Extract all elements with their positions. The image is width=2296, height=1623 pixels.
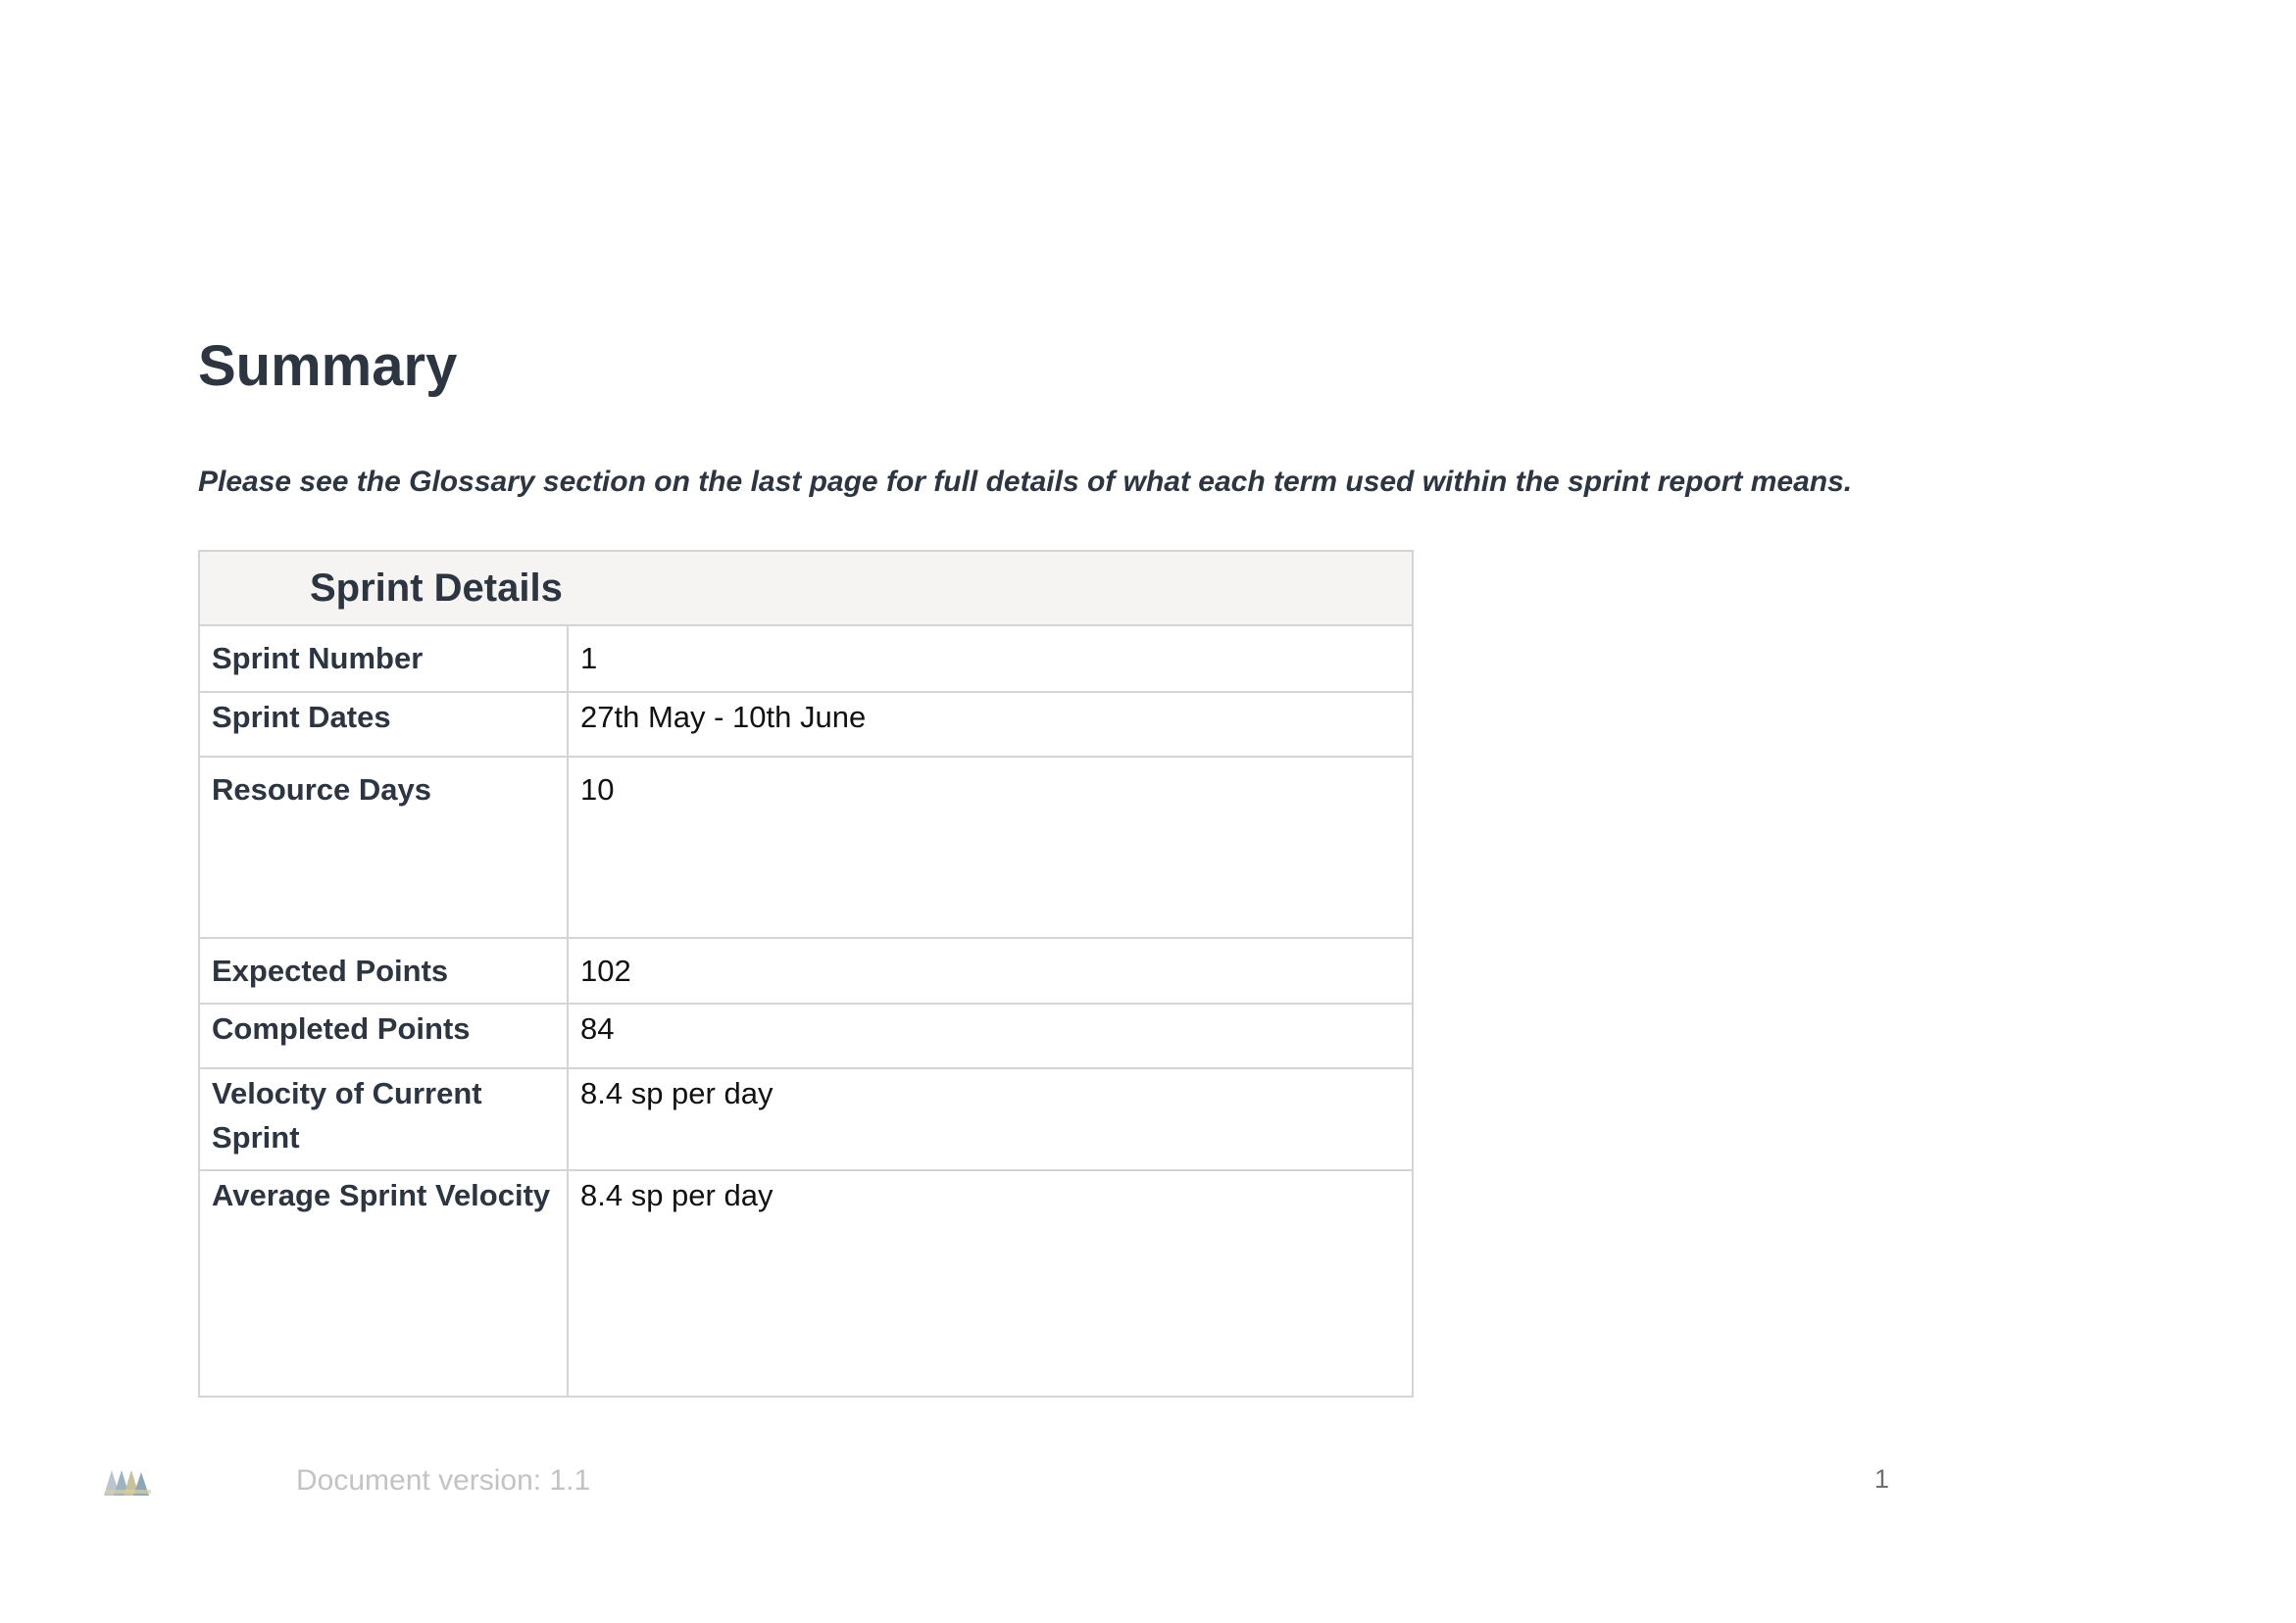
row-value-resource-days: 10: [568, 757, 1413, 938]
table-row: [199, 1068, 1413, 1170]
row-label-completed-points: Completed Points: [199, 1004, 568, 1068]
table-header-cell: [199, 551, 1413, 625]
table-row: [199, 757, 1413, 938]
row-label-average-velocity: Average Sprint Velocity: [199, 1170, 568, 1397]
row-label-velocity-current: Velocity of Current Sprint: [199, 1068, 568, 1170]
document-version: Document version: 1.1: [296, 1464, 591, 1497]
row-value-velocity-current: 8.4 sp per day: [568, 1068, 1413, 1170]
row-value-sprint-dates: 27th May - 10th June: [568, 692, 1413, 757]
table-row: [199, 625, 1413, 692]
table-row: [199, 938, 1413, 1004]
table-row: [199, 1170, 1413, 1397]
page-number: 1: [1874, 1464, 1890, 1494]
row-label-sprint-number: Sprint Number: [199, 625, 568, 692]
row-value-sprint-number: 1: [568, 625, 1413, 692]
table-row: [199, 692, 1413, 757]
company-logo-icon: [102, 1464, 155, 1498]
row-value-average-velocity: 8.4 sp per day: [568, 1170, 1413, 1397]
page-title: Summary: [198, 334, 458, 398]
sprint-details-table: [198, 550, 1414, 1398]
row-value-expected-points: 102: [568, 938, 1413, 1004]
table-title: Sprint Details: [310, 566, 563, 610]
glossary-note: Please see the Glossary section on the last page for full details of what each term used within the sprint report means.: [198, 466, 1853, 498]
row-value-completed-points: 84: [568, 1004, 1413, 1068]
row-label-sprint-dates: Sprint Dates: [199, 692, 568, 757]
row-label-expected-points: Expected Points: [199, 938, 568, 1004]
table-header-row: [199, 551, 1413, 625]
row-label-resource-days: Resource Days: [199, 757, 568, 938]
table-row: [199, 1004, 1413, 1068]
